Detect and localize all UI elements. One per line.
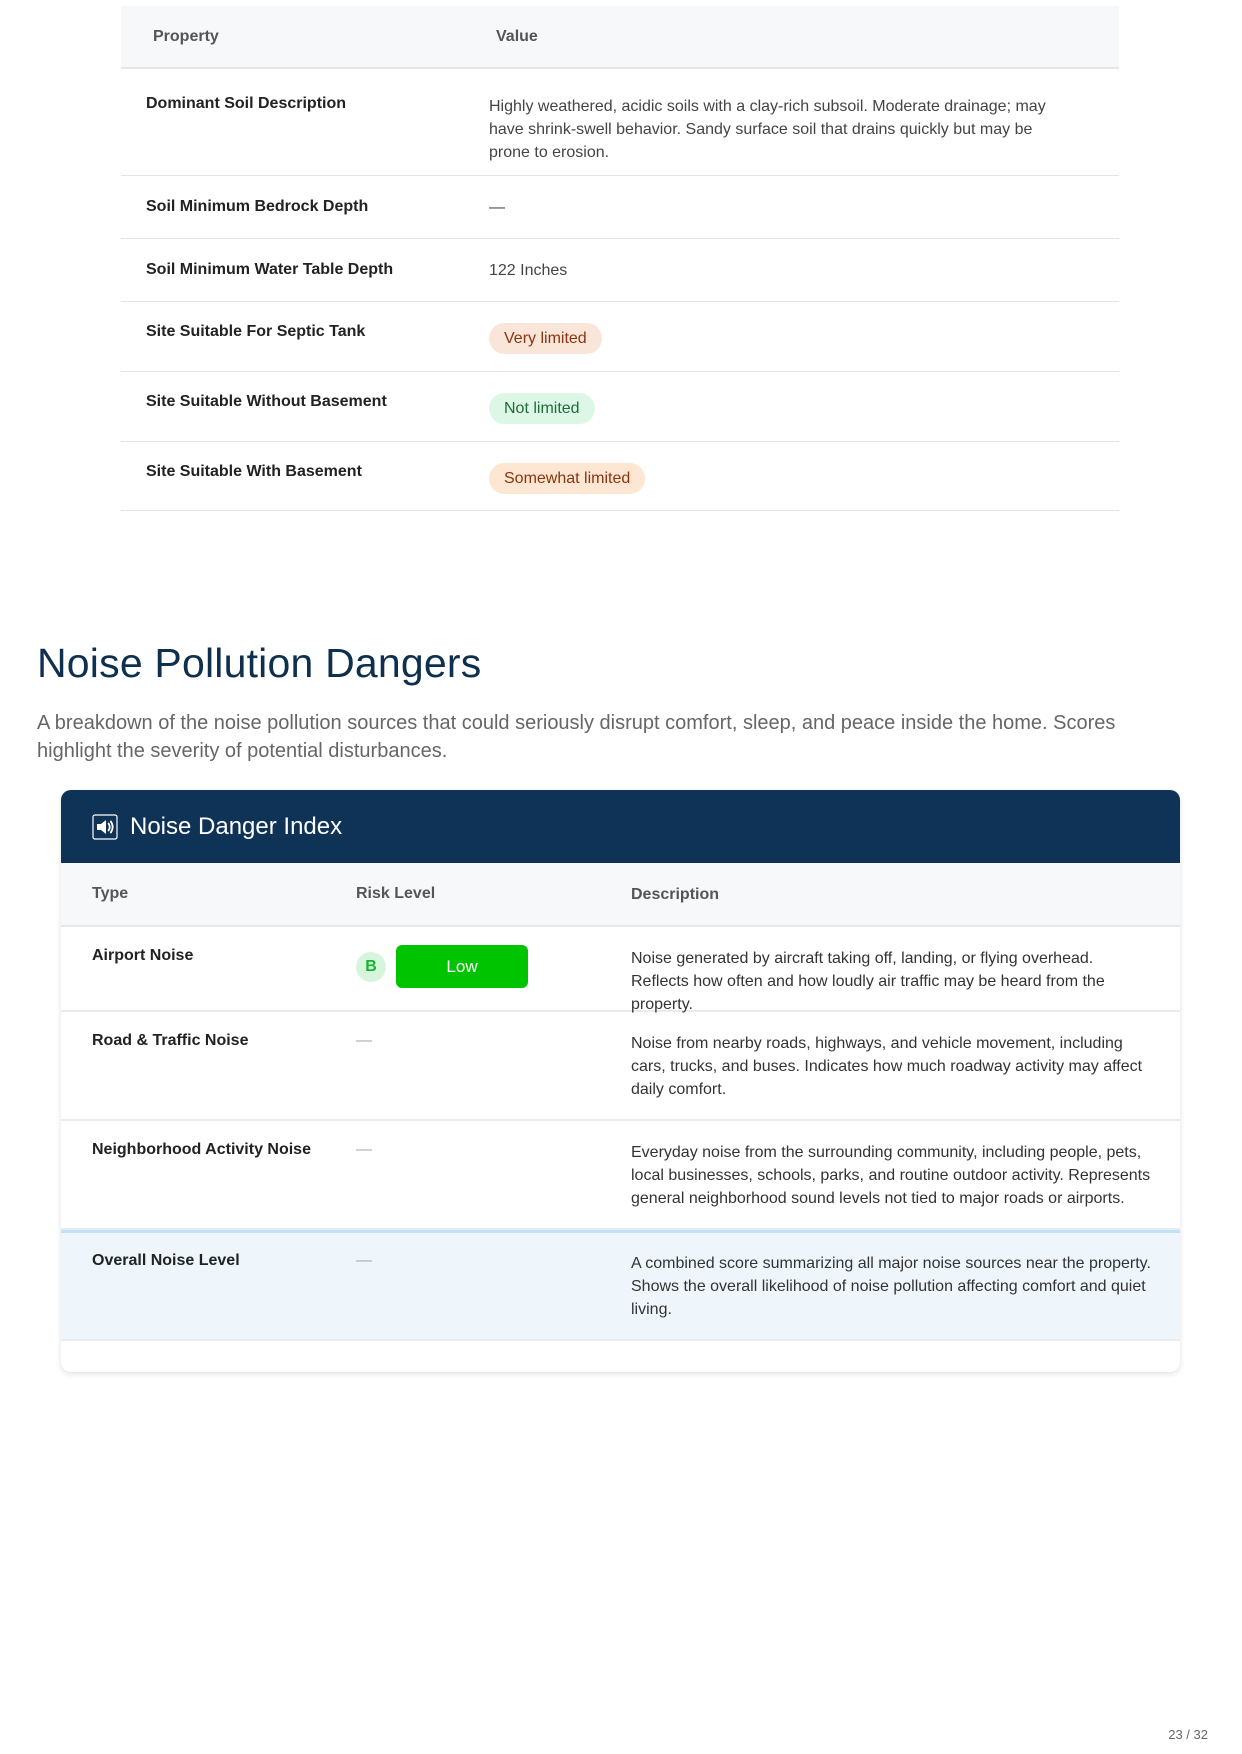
card-title: Noise Danger Index (130, 812, 343, 840)
noise-table-header (61, 863, 1180, 927)
section-description: A breakdown of the noise pollution sources that could seriously disrupt comfort, sleep, and peace inside the home. Scores highlight the severity of potential disturbances. (37, 712, 1116, 762)
row-type: Airport Noise (92, 947, 194, 964)
row-risk: — (356, 1032, 372, 1049)
row-risk: — (356, 1252, 372, 1269)
table-row (121, 372, 1119, 442)
card-header (61, 790, 1180, 863)
header-description: Description (631, 885, 720, 903)
row-description: Noise from nearby roads, highways, and vehicle movement, including cars, trucks, and buses. Indicates how much roadway activity may affect daily comfort. (631, 1035, 1143, 1098)
row-description: Noise generated by aircraft taking off, landing, or flying overhead. Reflects how often and how loudly air traffic may be heard from the property. (631, 950, 1105, 1013)
row-property: Soil Minimum Bedrock Depth (146, 198, 369, 215)
risk-level-pill: Low (396, 945, 528, 988)
row-property: Soil Minimum Water Table Depth (146, 261, 394, 278)
row-description: A combined score summarizing all major noise sources near the property. Shows the overall likelihood of noise pollution affecting comfort and quiet living. (631, 1255, 1151, 1318)
table-row (121, 239, 1119, 302)
soil-properties-table (121, 6, 1119, 511)
row-value: Highly weathered, acidic soils with a clay-rich subsoil. Moderate drainage; may have shrink-swell behavior. Sandy surface soil that drains quickly but may be prone to erosion. (489, 98, 1046, 161)
row-property: Site Suitable With Basement (146, 463, 362, 480)
header-property: Property (153, 27, 219, 45)
status-badge: Not limited (489, 393, 595, 424)
row-value: 122 Inches (489, 261, 568, 279)
row-property: Site Suitable Without Basement (146, 393, 387, 410)
soil-table-header (121, 6, 1119, 69)
table-row-overall (61, 1230, 1180, 1341)
table-row (121, 176, 1119, 239)
grade-badge: B (356, 952, 386, 982)
row-value: — (489, 198, 505, 216)
table-row (121, 302, 1119, 372)
table-row (61, 1121, 1180, 1230)
status-badge: Somewhat limited (489, 463, 645, 494)
row-property: Dominant Soil Description (146, 95, 347, 112)
row-property: Site Suitable For Septic Tank (146, 323, 366, 340)
speaker-icon (92, 814, 118, 840)
row-type: Neighborhood Activity Noise (92, 1141, 311, 1158)
risk-indicator (356, 945, 631, 988)
header-risk-level: Risk Level (356, 885, 436, 902)
row-description: Everyday noise from the surrounding community, including people, pets, local businesses, schools, parks, and routine outdoor activity. Represents general neighborhood sound levels not tied to major roads or airports. (631, 1144, 1151, 1207)
status-badge: Very limited (489, 323, 602, 354)
header-type: Type (92, 885, 129, 902)
row-type: Overall Noise Level (92, 1252, 240, 1269)
header-value: Value (496, 27, 538, 45)
table-row (121, 69, 1119, 176)
table-row (121, 442, 1119, 511)
section-title: Noise Pollution Dangers (37, 640, 482, 686)
table-row (61, 927, 1180, 1012)
table-row (61, 1012, 1180, 1121)
row-risk: — (356, 1141, 372, 1158)
page-number: 23 / 32 (1168, 1727, 1208, 1742)
noise-danger-card (61, 790, 1180, 1372)
row-type: Road & Traffic Noise (92, 1032, 249, 1049)
